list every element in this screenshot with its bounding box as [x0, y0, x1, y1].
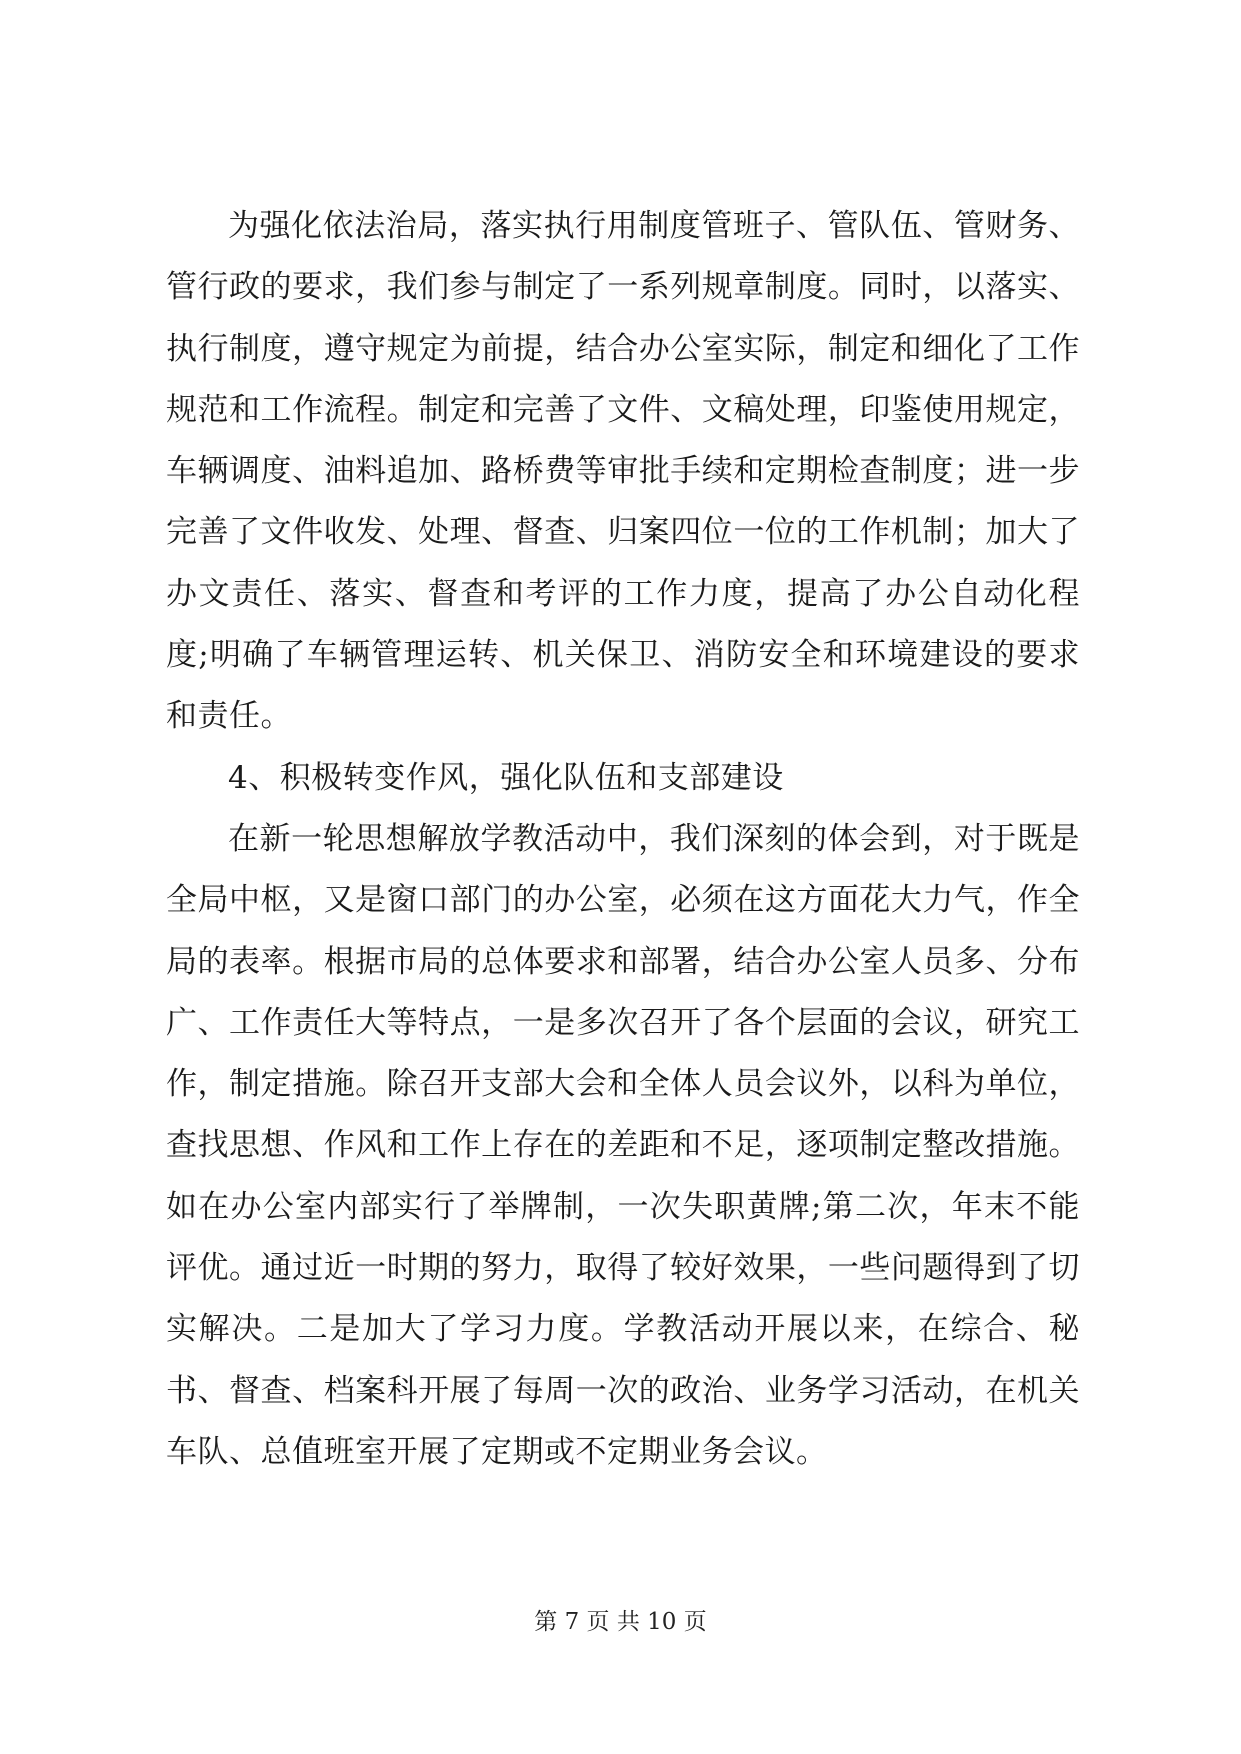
paragraph-regulations: 为强化依法治局，落实执行用制度管班子、管队伍、管财务、管行政的要求，我们参与制定了一系列规章制度。同时，以落实、执行制度，遵守规定为前提，结合办公室实际，制定和细化了工作规范和工作流程。制定和完善了文件、文稿处理，印鉴使用规定，车辆调度、油料追加、路桥费等审批手续和定期检查制度；进一步完善了文件收发、处理、督查、归案四位一位的工作机制；加大了办文责任、落实、督查和考评的工作力度，提高了办公自动化程度;明确了车辆管理运转、机关保卫、消防安全和环境建设的要求和责任。 [166, 208, 1080, 735]
document-body [166, 196, 1080, 1483]
paragraph-team-building: 在新一轮思想解放学教活动中，我们深刻的体会到，对于既是全局中枢，又是窗口部门的办公室，必须在这方面花大力气，作全局的表率。根据市局的总体要求和部署，结合办公室人员多、分布广、工作责任大等特点，一是多次召开了各个层面的会议，研究工作，制定措施。除召开支部大会和全体人员会议外，以科为单位，查找思想、作风和工作上存在的差距和不足，逐项制定整改措施。如在办公室内部实行了举牌制，一次失职黄牌;第二次，年末不能评优。通过近一时期的努力，取得了较好效果，一些问题得到了切实解决。二是加大了学习力度。学教活动开展以来，在综合、秘书、督查、档案科开展了每周一次的政治、业务学习活动，在机关车队、总值班室开展了定期或不定期业务会议。 [166, 820, 1080, 1470]
section-heading-4: 4、积极转变作风，强化队伍和支部建设 [228, 759, 784, 796]
page-number-footer: 第 7 页 共 10 页 [534, 1609, 707, 1635]
